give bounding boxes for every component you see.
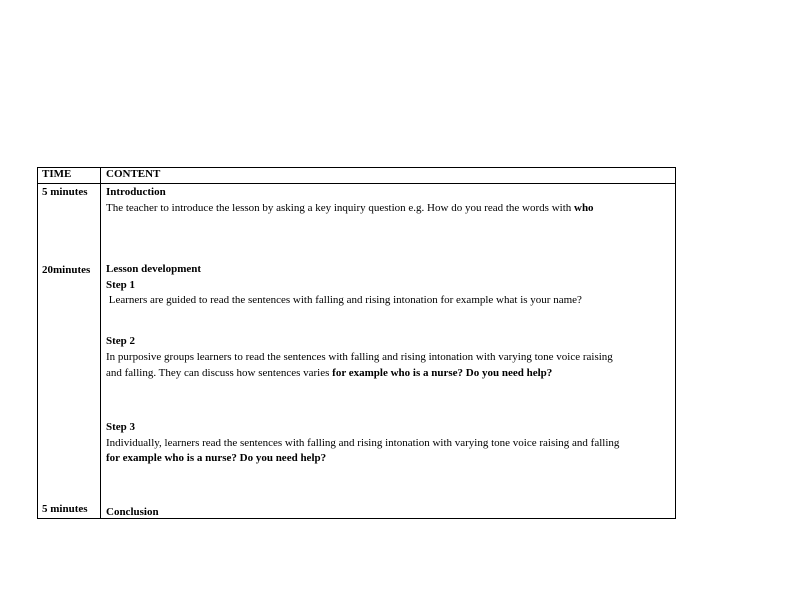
step-1-text: Learners are guided to read the sentences with falling and rising intonation for example what is your name? bbox=[106, 294, 582, 306]
intro-text bbox=[106, 201, 594, 215]
heading-introduction: Introduction bbox=[106, 186, 166, 198]
step-3-line-2: for example who is a nurse? Do you need help? bbox=[106, 452, 327, 464]
time-conclusion: 5 minutes bbox=[42, 503, 88, 515]
step-2-line-2-bold: for example who is a nurse? Do you need help? bbox=[332, 367, 553, 379]
step-2-line-1: In purposive groups learners to read the sentences with falling and rising intonation with varying tone voice raising bbox=[106, 351, 613, 363]
time-intro: 5 minutes bbox=[42, 186, 88, 198]
step-2-title: Step 2 bbox=[106, 335, 136, 347]
step-2-line-2-regular: and falling. They can discuss how sentences varies bbox=[106, 367, 333, 379]
header-divider bbox=[37, 183, 676, 184]
header-time: TIME bbox=[42, 168, 72, 180]
time-development: 20minutes bbox=[42, 264, 91, 276]
step-1-title: Step 1 bbox=[106, 279, 136, 291]
step-3-line-1: Individually, learners read the sentences with falling and rising intonation with varying tone voice raising and falling bbox=[106, 437, 620, 449]
heading-lesson-development: Lesson development bbox=[106, 263, 202, 275]
step-2-line-2 bbox=[106, 366, 552, 380]
header-content: CONTENT bbox=[106, 168, 161, 180]
heading-conclusion: Conclusion bbox=[106, 506, 159, 518]
column-divider bbox=[100, 167, 101, 519]
intro-text-regular: The teacher to introduce the lesson by asking a key inquiry question e.g. How do you read the words with bbox=[106, 202, 574, 214]
intro-text-bold: who bbox=[574, 202, 594, 214]
step-3-title: Step 3 bbox=[106, 421, 136, 433]
